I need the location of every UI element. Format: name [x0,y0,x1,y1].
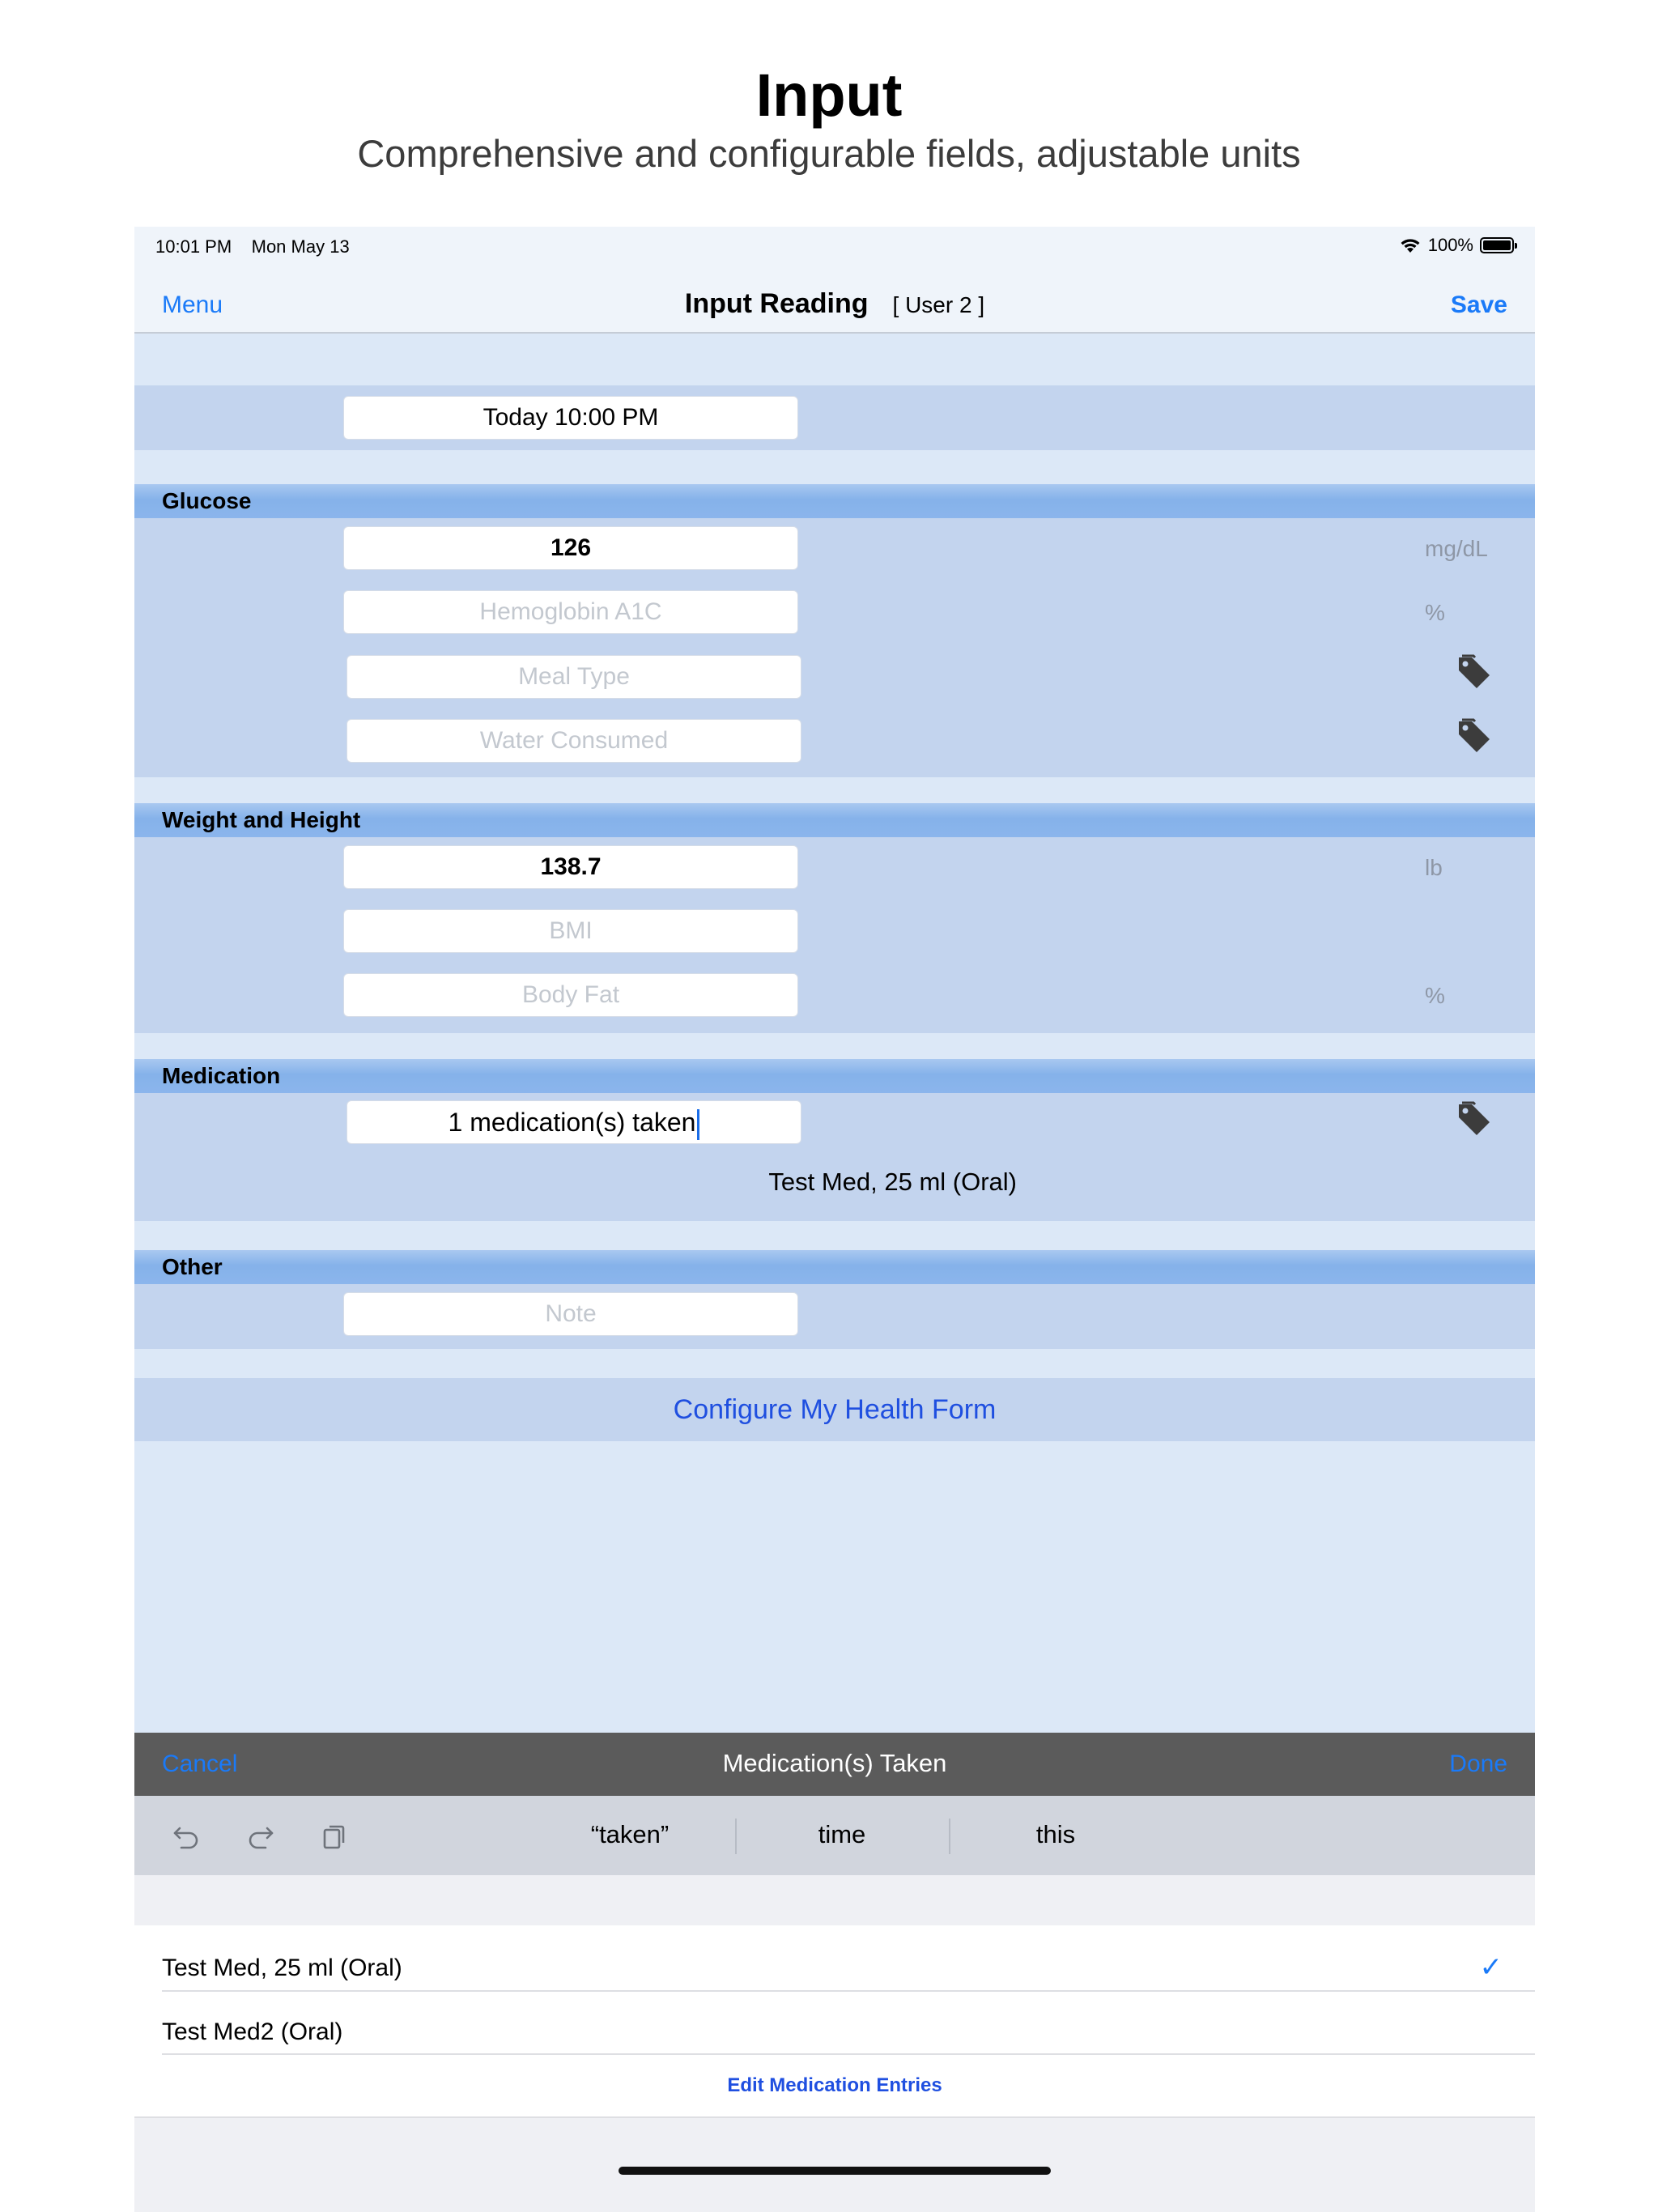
wifi-icon [1399,236,1422,254]
status-time: 10:01 PM [155,236,232,257]
ipad-screen [134,227,1535,2212]
nav-title-group [134,288,1535,320]
picker-title: Medication(s) Taken [722,1749,947,1777]
glucose-unit[interactable]: mg/dL [1425,536,1488,561]
paste-icon[interactable] [317,1820,350,1853]
redo-icon[interactable] [244,1820,277,1853]
checkmark-icon: ✓ [1479,1952,1503,1983]
other-header: Other [134,1250,1535,1284]
glucose-header: Glucose [134,484,1535,518]
medication-header: Medication [134,1059,1535,1093]
battery-percent: 100% [1427,235,1473,255]
medication-picker-list [134,1875,1535,2212]
list-separator [134,2116,1535,2118]
save-button[interactable]: Save [1450,291,1507,318]
page-subtitle: Comprehensive and configurable fields, adjustable units [357,132,1301,175]
edit-medication-entries-button[interactable]: Edit Medication Entries [727,2074,942,2096]
med-list-item-test-med[interactable]: Test Med, 25 ml (Oral) [162,1955,402,1981]
suggestion-time[interactable]: time [818,1820,866,1848]
suggestion-taken[interactable]: “taken” [590,1820,670,1848]
weight-height-header: Weight and Height [134,803,1535,837]
suggestion-this[interactable]: this [1035,1820,1076,1848]
status-bar [134,227,1535,275]
configure-health-form-button[interactable]: Configure My Health Form [134,1378,1535,1441]
note-field[interactable]: Note [343,1292,798,1336]
a1c-unit[interactable]: % [1425,600,1445,625]
bmi-field[interactable]: BMI [343,909,798,953]
cancel-button[interactable]: Cancel [162,1750,238,1777]
nav-title: Input Reading [684,288,869,319]
undo-icon[interactable] [170,1820,202,1853]
nav-bar [134,275,1535,334]
medication-tag-icon[interactable] [1454,1100,1493,1138]
water-tag-icon[interactable] [1454,717,1493,755]
hemoglobin-a1c-field[interactable]: Hemoglobin A1C [343,590,798,634]
med-list-item-test-med2[interactable]: Test Med2 (Oral) [162,2018,343,2045]
body-fat-unit[interactable]: % [1425,983,1445,1008]
page-headline: Input [755,62,903,129]
medication-field-text: 1 medication(s) taken [448,1108,696,1137]
list-separator [162,2053,1535,2055]
done-button[interactable]: Done [1449,1750,1507,1777]
water-consumed-field[interactable]: Water Consumed [346,719,801,763]
menu-button[interactable]: Menu [162,291,223,318]
keyboard-suggestion-bar [134,1796,1535,1875]
glucose-field[interactable]: 126 [343,526,798,570]
date-field[interactable]: Today 10:00 PM [343,396,798,440]
meal-type-field[interactable]: Meal Type [346,655,801,699]
medication-summary: Test Med, 25 ml (Oral) [768,1168,1017,1196]
battery-icon [1480,237,1514,253]
status-time-date [155,236,350,257]
status-date: Mon May 13 [251,236,350,257]
text-caret [697,1109,699,1140]
home-indicator[interactable] [619,2167,1051,2175]
nav-user: [ User 2 ] [892,292,985,317]
list-separator [162,1990,1535,1992]
weight-field[interactable]: 138.7 [343,845,798,889]
body-fat-field[interactable]: Body Fat [343,973,798,1017]
medication-field[interactable] [346,1100,801,1144]
meal-tag-icon[interactable] [1454,653,1493,691]
picker-toolbar [134,1733,1535,1796]
weight-unit[interactable]: lb [1425,855,1443,880]
status-right [1399,235,1514,256]
medication-band [134,1093,1535,1221]
